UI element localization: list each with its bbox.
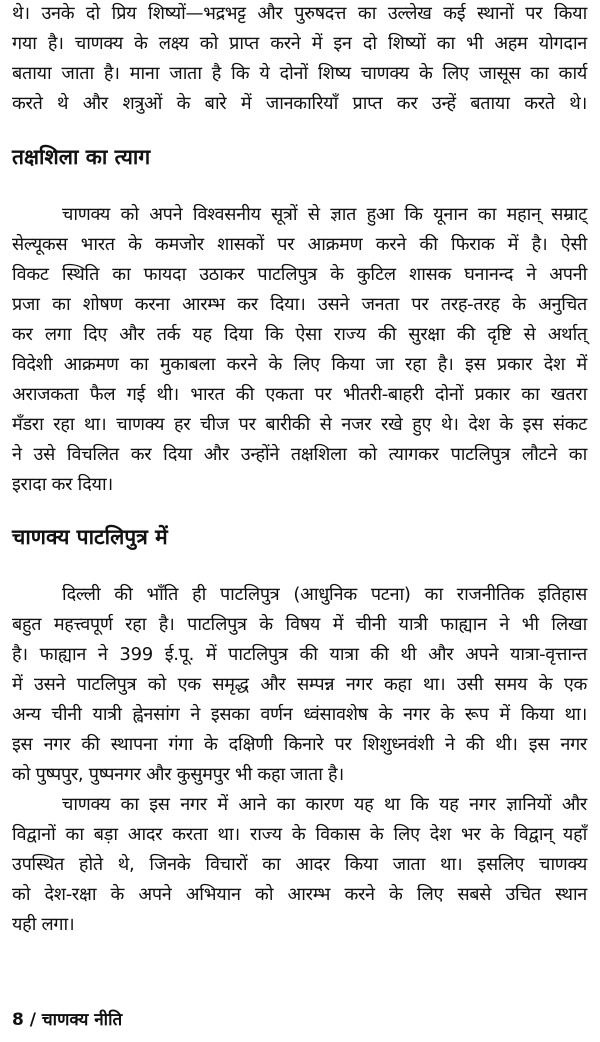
section-1-line-5: कर लगा दिए और तर्क यह दिया कि ऐसा राज्य की सुरक्षा की दृष्टि से अर्थात् bbox=[12, 324, 587, 345]
section-1-line-3: विकट स्थिति का फायदा उठाकर पाटलिपुत्र के कुटिल शासक घनानन्द ने अपनी bbox=[12, 264, 587, 285]
section-2-para-b-line-3: उपस्थित होते थे, जिनके विचारों का आदर किया जाता था। इसलिए चाणक्य bbox=[12, 854, 587, 875]
paragraph-1-line-2: गया है। चाणक्य के लक्ष्य को प्राप्त करने में इन दो शिष्यों का भी अहम योगदान bbox=[12, 33, 587, 54]
section-2-heading: चाणक्य पाटलिपुत्र में bbox=[12, 525, 168, 549]
section-2-para-b-line-2: विद्वानों का बड़ा आदर करता था। राज्य के विकास के लिए देश भर के विद्वान् यहाँ bbox=[12, 824, 587, 845]
paragraph-1-line-3: बताया जाता है। माना जाता है कि ये दोनों शिष्य चाणक्य के लिए जासूस का कार्य bbox=[12, 63, 587, 84]
section-1-heading: तक्षशिला का त्याग bbox=[12, 145, 151, 169]
section-1-line-6: विदेशी आक्रमण का मुकाबला करने के लिए किया जा रहा है। इस प्रकार देश में bbox=[12, 354, 587, 375]
section-2-para-a-line-7: को पुष्पपुर, पुष्पनगर और कुसुमपुर भी कहा जाता है। bbox=[12, 764, 344, 785]
paragraph-1-line-4: करते थे और शत्रुओं के बारे में जानकारियाँ प्राप्त कर उन्हें बताया करते थे। bbox=[12, 93, 587, 114]
section-1-line-2: सेल्यूकस भारत के कमजोर शासकों पर आक्रमण करने की फिराक में है। ऐसी bbox=[12, 234, 587, 255]
section-1-line-8: मँडरा रहा था। चाणक्य हर चीज पर बारीकी से नजर रखे हुए थे। देश के इस संकट bbox=[12, 414, 587, 435]
section-2-para-b-line-1: चाणक्य का इस नगर में आने का कारण यह था कि यह नगर ज्ञानियों और bbox=[62, 794, 587, 815]
section-2-para-a-line-6: इस नगर की स्थापना गंगा के दक्षिणी किनारे पर शिशुध्नवंशी ने की थी। इस नगर bbox=[12, 734, 587, 755]
section-2-para-a-line-4: में उसने पाटलिपुत्र को एक समृद्ध और सम्पन्न नगर कहा था। उसी समय के एक bbox=[12, 674, 587, 695]
section-1-line-4: प्रजा का शोषण करना आरम्भ कर दिया। उसने जनता पर तरह-तरह के अनुचित bbox=[12, 294, 587, 315]
section-1-line-1: चाणक्य को अपने विश्वसनीय सूत्रों से ज्ञात हुआ कि यूनान का महान् सम्राट् bbox=[62, 204, 587, 225]
section-1-line-9: ने उसे विचलित कर दिया और उन्होंने तक्षशिला को त्यागकर पाटलिपुत्र लौटने का bbox=[12, 444, 587, 465]
section-2-para-a-line-2: बहुत महत्त्वपूर्ण रहा है। पाटलिपुत्र के विषय में चीनी यात्री फाह्यान ने भी लिखा bbox=[12, 614, 587, 635]
paragraph-1-line-1: थे। उनके दो प्रिय शिष्यों—भद्रभट्ट और पुरुषदत्त का उल्लेख कई स्थानों पर किया bbox=[12, 3, 587, 24]
section-2-para-a-line-5: अन्य चीनी यात्री ह्वेनसांग ने इसका वर्णन ध्वंसावशेष के नगर के रूप में किया था। bbox=[12, 704, 587, 725]
section-2-para-a-line-3: है। फाह्यान ने 399 ई.पू. में पाटलिपुत्र की यात्रा की थी और अपने यात्रा-वृत्तान्त bbox=[12, 644, 587, 665]
section-1-line-10: इरादा कर दिया। bbox=[12, 474, 113, 495]
section-2-para-b-line-4: को देश-रक्षा के अपने अभियान को आरम्भ करने के लिए सबसे उचित स्थान bbox=[12, 884, 587, 905]
section-2-para-a-line-1: दिल्ली की भाँति ही पाटलिपुत्र (आधुनिक पटना) का राजनीतिक इतिहास bbox=[62, 584, 587, 605]
section-2-para-b-line-5: यही लगा। bbox=[12, 914, 75, 935]
section-1-line-7: अराजकता फैल गई थी। भारत की एकता पर भीतरी-बाहरी दोनों प्रकार का खतरा bbox=[12, 384, 587, 405]
page-footer: 8 / चाणक्य नीति bbox=[12, 1010, 123, 1030]
